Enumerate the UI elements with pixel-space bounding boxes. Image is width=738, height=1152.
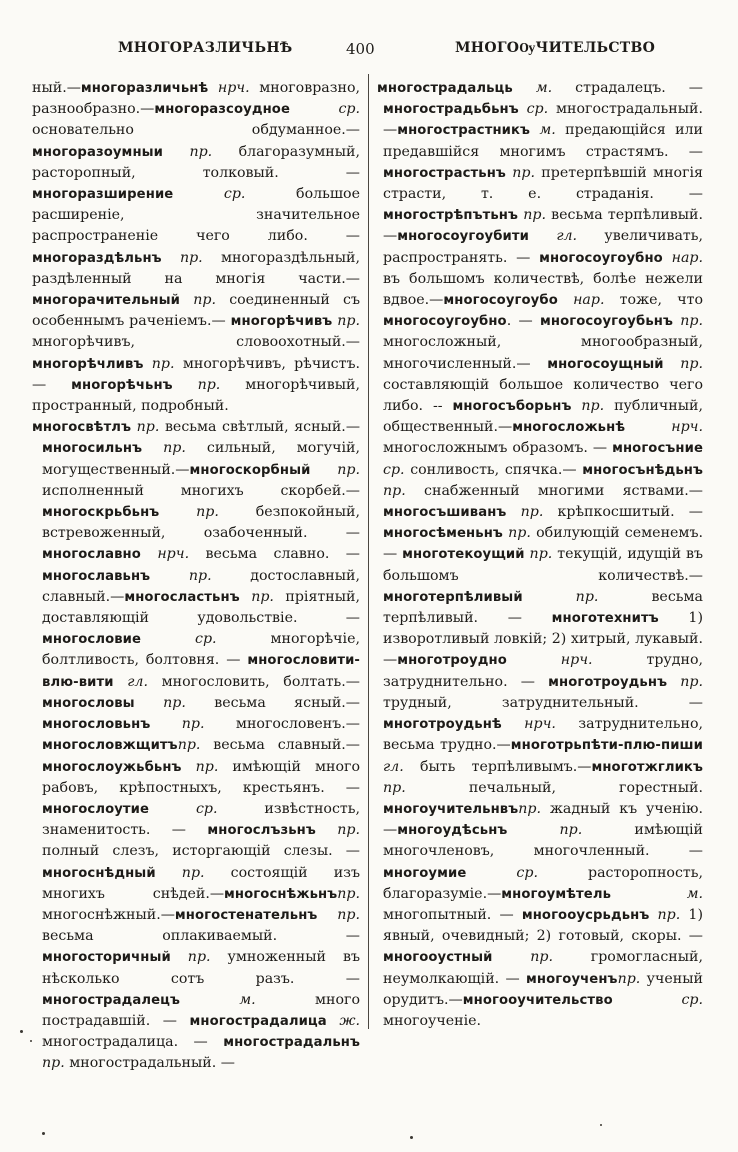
grammar-abbreviation: пр.: [502, 525, 531, 542]
headword: многосоугоубно: [383, 314, 507, 330]
definition-text: . —: [506, 313, 540, 330]
definition-text: 1) изворотливый ловкій; 2) хитрый, лукавый.—: [383, 610, 703, 669]
running-head: [0, 40, 738, 60]
definition-text: многострадальный. —: [64, 1055, 235, 1072]
definition-text: сонливость, спячка.—: [404, 461, 583, 478]
ink-speck: [30, 1040, 32, 1042]
definition-text: многопытный. —: [383, 906, 522, 923]
grammar-abbreviation: пр.: [617, 970, 641, 987]
grammar-abbreviation: пр.: [161, 249, 203, 266]
definition-text: ный.—: [32, 80, 81, 96]
dictionary-paragraph: [32, 78, 360, 417]
headword: многорѣчливъ: [32, 356, 144, 372]
definition-text: печальный, горестный.: [405, 779, 703, 796]
grammar-abbreviation: пр.: [42, 1055, 65, 1072]
grammar-abbreviation: гл.: [113, 673, 148, 690]
headword: многословие: [42, 632, 142, 648]
headword: многоснѣжьнъ: [224, 886, 338, 902]
headword: многоученъ: [526, 971, 618, 987]
definition-text: многосложный, многообразный, многочисленный.—: [383, 334, 703, 372]
headword: многосоущный: [547, 356, 664, 372]
definition-text: имѣющій многочленовъ, многочленный. —: [383, 822, 703, 860]
grammar-abbreviation: нрч.: [208, 80, 250, 96]
grammar-abbreviation: пр.: [315, 822, 360, 839]
headword: многосторичный: [42, 950, 171, 966]
grammar-abbreviation: пр.: [239, 588, 274, 605]
definition-text: многорѣчивъ, словоохотный.—: [32, 334, 360, 351]
left-running-headword: МНОГОРАЗЛИЧЬНѢ: [118, 40, 293, 56]
definition-text: весьма славный.—: [200, 737, 360, 754]
headword: многоумие: [383, 865, 467, 881]
definition-text: снабженный многими яствами.—: [405, 482, 703, 499]
definition-text: сильный, могучій, могущественный.—: [42, 440, 360, 478]
definition-text: предающійся или предавшійся многимъ страстямъ. —: [383, 122, 703, 160]
headword: многосвѣтлъ: [32, 420, 132, 436]
grammar-abbreviation: пр.: [310, 461, 360, 478]
headword: многооучительство: [462, 992, 613, 1008]
dictionary-paragraph: [377, 78, 703, 1032]
headword: многосластьнъ: [124, 589, 240, 605]
definition-text: претерпѣвшій многія страсти, т. е. страданія. —: [383, 164, 703, 203]
headword: многоснѣдный: [42, 865, 156, 881]
headword: многоразширение: [32, 187, 174, 203]
grammar-abbreviation: нар.: [557, 292, 605, 309]
grammar-abbreviation: ср.: [173, 186, 246, 203]
headword: многотерпѣливый: [383, 589, 523, 605]
definition-text: весьма терпѣливый.—: [383, 207, 703, 245]
headword: многосильнъ: [42, 441, 143, 457]
grammar-abbreviation: м.: [530, 122, 556, 139]
headword: многоразсоудное: [154, 102, 290, 118]
definition-text: трудный, затруднительный. —: [383, 694, 703, 711]
definition-text: состоящій изъ многихъ снѣдей.—: [42, 864, 360, 902]
grammar-abbreviation: пр.: [150, 716, 205, 733]
grammar-abbreviation: пр.: [155, 864, 205, 881]
page-number: 400: [346, 40, 375, 58]
grammar-abbreviation: м.: [611, 885, 703, 902]
headword: многосъние: [612, 441, 703, 457]
right-column: [377, 78, 703, 1032]
grammar-abbreviation: пр.: [172, 376, 221, 393]
headword: многосоугоубити: [397, 229, 529, 245]
grammar-abbreviation: пр.: [505, 164, 535, 181]
headword: многоразличьнѣ: [80, 81, 209, 96]
grammar-abbreviation: пр.: [159, 504, 219, 521]
headword: многосънѣдьнъ: [582, 462, 703, 478]
headword: многострадалецъ: [42, 992, 181, 1008]
definition-text: благоразумный, расторопный, толковый. —: [32, 143, 360, 181]
grammar-abbreviation: гл.: [528, 228, 578, 245]
definition-text: многострадалица. —: [42, 1034, 224, 1051]
headword: многотроудьнѣ: [383, 717, 502, 733]
definition-text: полный слезъ, исторгающій слезы. —: [42, 843, 360, 860]
headword: многотроудно: [397, 653, 507, 669]
ink-speck: [600, 1124, 602, 1126]
headword: многотжгликъ: [591, 759, 703, 775]
grammar-abbreviation: пр.: [518, 207, 546, 224]
headword: многосоугоубно: [539, 250, 663, 266]
headword: многословы: [42, 695, 135, 711]
definition-text: исполненный многихъ скорбей.—: [42, 482, 360, 499]
grammar-abbreviation: ж.: [326, 1012, 360, 1029]
definition-text: 1) явный, очевидный; 2) готовый, скоры. —: [383, 906, 703, 945]
definition-text: основательно обдуманное.—: [32, 122, 360, 139]
headword: многострѣпътьнъ: [383, 208, 519, 224]
definition-text: большое расширеніе, значительное распространеніе чего либо. —: [32, 186, 360, 245]
grammar-abbreviation: пр.: [317, 906, 360, 923]
definition-text: извѣстность, знаменитость. —: [42, 800, 360, 839]
definition-text: имѣющій много рабовъ, крѣпостныхъ, крестьянъ. —: [42, 758, 360, 796]
grammar-abbreviation: ср.: [612, 991, 703, 1008]
headword: многострадалица: [189, 1013, 327, 1029]
headword: многославьнъ: [42, 568, 151, 584]
headword: многострадальць: [377, 81, 513, 96]
headword: многострастникъ: [397, 123, 531, 139]
headword: многослъзьнъ: [207, 823, 316, 839]
grammar-abbreviation: ср.: [290, 101, 360, 118]
headword: многострадальнъ: [223, 1035, 360, 1051]
column-divider: [368, 74, 369, 1029]
definition-text: крѣпкосшитый. —: [543, 504, 703, 521]
headword: многославно: [42, 547, 141, 563]
grammar-abbreviation: пр.: [131, 419, 160, 436]
definition-text: трудно, затруднительно. —: [383, 652, 703, 690]
grammar-abbreviation: ср.: [149, 800, 218, 817]
grammar-abbreviation: ср.: [518, 101, 549, 118]
grammar-abbreviation: нрч.: [501, 716, 556, 733]
grammar-abbreviation: пр.: [649, 906, 681, 923]
grammar-abbreviation: ср.: [383, 461, 405, 478]
dictionary-paragraph: [32, 417, 360, 1074]
definition-text: умноженный въ нѣсколько сотъ разъ. —: [42, 949, 360, 987]
grammar-abbreviation: пр.: [142, 440, 186, 457]
definition-text: многовразно, разнообразно.—: [32, 80, 360, 118]
left-column: [32, 78, 360, 1075]
definition-text: многораздѣльный, раздѣленный на многія части.—: [32, 249, 360, 287]
definition-text: въ большомъ количествѣ, болѣе нежели вдвое.—: [383, 270, 703, 309]
definition-text: безпокойный, встревоженный, озабоченный. —: [42, 504, 360, 542]
definition-text: многострадальный.—: [383, 101, 703, 139]
headword: многостенательнъ: [174, 907, 318, 923]
headword: многоудѣсьнъ: [397, 823, 508, 839]
grammar-abbreviation: пр.: [518, 800, 541, 817]
definition-text: многорѣчіе, болтливость, болтовня. —: [42, 631, 360, 669]
headword: многосъборьнъ: [452, 399, 572, 415]
definition-text: публичный, общественный.—: [383, 398, 703, 436]
headword: многооустный: [383, 950, 493, 966]
headword: многоскорбный: [189, 462, 311, 478]
headword: многосоугоубьнъ: [539, 314, 673, 330]
definition-text: многосложнымъ образомъ. —: [383, 440, 613, 457]
definition-text: тоже, что: [604, 292, 704, 309]
definition-text: весьма оплакиваемый. —: [42, 928, 360, 945]
grammar-abbreviation: ср.: [141, 631, 217, 648]
definition-text: весьма славно. —: [189, 546, 360, 563]
definition-text: достославный, славный.—: [42, 567, 360, 605]
headword: многотекоущий: [402, 547, 525, 563]
grammar-abbreviation: пр.: [181, 758, 219, 775]
definition-text: весьма ясный.—: [185, 694, 360, 711]
headword: многострастьнъ: [383, 165, 506, 181]
headword: многорачительный: [32, 293, 180, 309]
grammar-abbreviation: пр.: [667, 673, 703, 690]
grammar-abbreviation: пр.: [663, 355, 703, 372]
grammar-abbreviation: пр.: [170, 949, 211, 966]
grammar-abbreviation: нрч.: [625, 419, 703, 436]
ink-speck: [42, 1132, 45, 1135]
definition-text: затруднительно, весьма трудно.—: [383, 716, 703, 754]
grammar-abbreviation: пр.: [506, 504, 544, 521]
headword: многотехнитъ: [551, 611, 659, 627]
ink-speck: [410, 1136, 413, 1139]
headword: многословьнъ: [42, 717, 151, 733]
grammar-abbreviation: пр.: [143, 355, 175, 372]
grammar-abbreviation: нар.: [662, 249, 703, 266]
headword: многоучительнвъ: [383, 801, 519, 817]
definition-text: много пострадавшій. —: [42, 991, 360, 1029]
headword: многоумѣтель: [501, 886, 612, 902]
headword: многосъшиванъ: [383, 505, 507, 521]
headword: многотрьпѣти-плю-пиши: [510, 738, 703, 754]
definition-text: многословить, болтать.—: [147, 673, 360, 690]
definition-text: весьма терпѣливый. —: [383, 588, 703, 627]
headword: многосложьнѣ: [512, 420, 626, 436]
definition-text: весьма свѣтлый, ясный.—: [159, 419, 361, 436]
grammar-abbreviation: ср.: [466, 864, 538, 881]
definition-text: громогласный, неумолкающій. —: [383, 949, 703, 987]
grammar-abbreviation: пр.: [332, 313, 360, 330]
grammar-abbreviation: пр.: [522, 588, 599, 605]
definition-text: жадный къ ученію.—: [383, 800, 703, 839]
grammar-abbreviation: пр.: [383, 779, 406, 796]
grammar-abbreviation: пр.: [571, 398, 605, 415]
grammar-abbreviation: пр.: [672, 313, 703, 330]
grammar-abbreviation: нрч.: [140, 546, 190, 563]
grammar-abbreviation: гл.: [383, 758, 404, 775]
definition-text: расторопность, благоразуміе.—: [383, 864, 703, 902]
headword: многосѣменьнъ: [383, 526, 503, 542]
grammar-abbreviation: м.: [180, 991, 256, 1008]
definition-text: быть терпѣливымъ.—: [403, 758, 592, 775]
headword: многооусрьдьнъ: [521, 907, 650, 923]
grammar-abbreviation: пр.: [180, 292, 216, 309]
grammar-abbreviation: м.: [512, 80, 553, 96]
headword: многослоужьбьнъ: [42, 759, 182, 775]
ink-speck: [20, 1030, 23, 1033]
headword: многораздѣльнъ: [32, 250, 162, 266]
grammar-abbreviation: пр.: [134, 694, 186, 711]
definition-text: обилующій семенемъ.—: [383, 525, 703, 563]
definition-text: соединенный съ особеннымъ раченіемъ.—: [32, 292, 360, 330]
headword: многосоугоубо: [443, 293, 558, 309]
right-running-headword: МНОГОѸЧИТЕЛЬСТВО: [455, 40, 656, 56]
definition-text: составляющій большое количество чего либо. --: [383, 376, 703, 415]
definition-text: многорѣчивъ, рѣчистъ.—: [32, 355, 360, 393]
headword: многоразоумныи: [32, 144, 164, 160]
definition-text: многоученіе.: [383, 1012, 482, 1029]
grammar-abbreviation: пр.: [492, 949, 554, 966]
grammar-abbreviation: пр.: [507, 822, 583, 839]
grammar-abbreviation: пр.: [150, 567, 212, 584]
headword: многословити-влю-вити: [42, 653, 360, 690]
definition-text: многоснѣжный.—: [42, 906, 175, 923]
grammar-abbreviation: пр.: [337, 885, 360, 902]
grammar-abbreviation: пр.: [524, 546, 553, 563]
headword: многоскрьбьнъ: [42, 505, 160, 521]
definition-text: многословенъ.—: [204, 716, 360, 733]
definition-text: многорѣчивый, пространный, подробный.: [32, 376, 360, 415]
definition-text: текущій, идущій въ большомъ количествѣ.—: [383, 546, 703, 584]
headword: многорѣчивъ: [230, 314, 333, 330]
definition-text: страдалецъ. —: [552, 80, 703, 96]
grammar-abbreviation: нрч.: [506, 652, 593, 669]
definition-text: пріятный, доставляющій удовольствіе. —: [42, 588, 360, 627]
definition-text: увеличивать, распространять. —: [383, 228, 703, 266]
headword: многорѣчьнъ: [71, 377, 173, 393]
definition-text: ученый орудитъ.—: [383, 970, 703, 1008]
headword: многотроудьнъ: [548, 674, 668, 690]
headword: многослоутие: [42, 801, 150, 817]
headword: многострадьбьнъ: [383, 102, 519, 118]
grammar-abbreviation: пр.: [177, 737, 201, 754]
grammar-abbreviation: пр.: [163, 143, 213, 160]
headword: многословжщитъ: [42, 738, 178, 754]
grammar-abbreviation: пр.: [383, 482, 406, 499]
